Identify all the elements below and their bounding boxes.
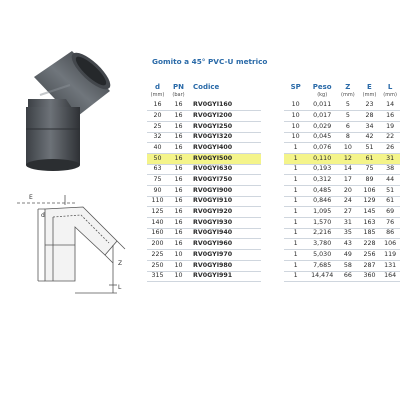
cell-sp: 1 [284, 260, 307, 271]
table-row [147, 111, 261, 122]
cell-d: 140 [147, 218, 168, 229]
header-l: L [387, 83, 393, 91]
table-row [147, 271, 261, 282]
cell-codice: RV0GYI970 [189, 250, 261, 261]
table-row [284, 207, 400, 218]
cell-sp: 10 [284, 111, 307, 122]
table-row [147, 175, 261, 186]
cell-e: 145 [359, 207, 381, 218]
cell-d: 32 [147, 132, 168, 143]
cell-l: 44 [380, 175, 400, 186]
cell-z: 17 [337, 175, 359, 186]
cell-peso: 7,685 [307, 260, 337, 271]
cell-codice: RV0GYI160 [189, 100, 261, 111]
cell-l: 106 [380, 239, 400, 250]
header-pn-unit: (bar) [172, 92, 185, 98]
table-title: Gomito a 45° PVC-U metrico [152, 57, 268, 66]
cell-codice: RV0GYI900 [189, 186, 261, 197]
cell-z: 14 [337, 164, 359, 175]
cell-l: 22 [380, 132, 400, 143]
cell-e: 163 [359, 218, 381, 229]
cell-pn: 10 [168, 260, 189, 271]
table-row [284, 164, 400, 175]
cell-d: 315 [147, 271, 168, 282]
table-row [284, 143, 400, 154]
cell-d: 25 [147, 121, 168, 132]
cell-peso: 0,029 [307, 121, 337, 132]
cell-d: 50 [147, 153, 168, 164]
header-codice: Codice [193, 83, 220, 91]
left-table-body [147, 100, 261, 282]
cell-peso: 5,030 [307, 250, 337, 261]
cell-peso: 1,095 [307, 207, 337, 218]
cell-sp: 1 [284, 218, 307, 229]
header-peso-unit: (kg) [317, 92, 328, 98]
cell-z: 10 [337, 143, 359, 154]
cell-e: 106 [359, 186, 381, 197]
header-sp: SP [290, 83, 301, 91]
cell-peso: 0,485 [307, 186, 337, 197]
drawing-label-d: d [41, 212, 45, 219]
cell-codice: RV0GYI320 [189, 132, 261, 143]
cell-peso: 0,110 [307, 153, 337, 164]
table-row [284, 271, 400, 282]
table-row [284, 218, 400, 229]
table-row [147, 100, 261, 111]
table-row [147, 196, 261, 207]
cell-e: 228 [359, 239, 381, 250]
cell-codice: RV0GYI960 [189, 239, 261, 250]
cell-z: 58 [337, 260, 359, 271]
elbow-technical-drawing [5, 185, 130, 310]
cell-pn: 16 [168, 218, 189, 229]
cell-sp: 1 [284, 143, 307, 154]
cell-l: 16 [380, 111, 400, 122]
cell-codice: RV0GYI750 [189, 175, 261, 186]
right-table-body [284, 100, 400, 282]
dimensions-table-left [147, 80, 261, 282]
cell-peso: 0,045 [307, 132, 337, 143]
table-row [284, 153, 400, 164]
cell-l: 76 [380, 218, 400, 229]
cell-e: 287 [359, 260, 381, 271]
header-z-unit: (mm) [341, 92, 355, 98]
cell-z: 12 [337, 153, 359, 164]
cell-d: 40 [147, 143, 168, 154]
cell-pn: 16 [168, 228, 189, 239]
cell-sp: 1 [284, 207, 307, 218]
header-z: Z [345, 83, 351, 91]
cell-codice: RV0GYI200 [189, 111, 261, 122]
cell-d: 110 [147, 196, 168, 207]
cell-e: 185 [359, 228, 381, 239]
cell-peso: 1,570 [307, 218, 337, 229]
cell-l: 61 [380, 196, 400, 207]
table-row [284, 239, 400, 250]
cell-d: 225 [147, 250, 168, 261]
cell-codice: RV0GYI930 [189, 218, 261, 229]
cell-d: 75 [147, 175, 168, 186]
cell-pn: 16 [168, 207, 189, 218]
cell-peso: 0,312 [307, 175, 337, 186]
cell-l: 38 [380, 164, 400, 175]
cell-codice: RV0GYI500 [189, 153, 261, 164]
cell-d: 16 [147, 100, 168, 111]
cell-pn: 16 [168, 175, 189, 186]
cell-z: 20 [337, 186, 359, 197]
table-row [284, 196, 400, 207]
header-e-unit: (mm) [362, 92, 377, 98]
table-row [284, 186, 400, 197]
table-row [147, 239, 261, 250]
table-row [147, 153, 261, 164]
cell-z: 66 [337, 271, 359, 282]
table-row [147, 164, 261, 175]
cell-peso: 2,216 [307, 228, 337, 239]
drawing-label-z: Z [118, 260, 123, 267]
table-row [147, 121, 261, 132]
cell-codice: RV0GYI250 [189, 121, 261, 132]
cell-z: 35 [337, 228, 359, 239]
cell-peso: 3,780 [307, 239, 337, 250]
cell-e: 256 [359, 250, 381, 261]
cell-codice: RV0GYI910 [189, 196, 261, 207]
table-row [284, 228, 400, 239]
cell-pn: 16 [168, 100, 189, 111]
cell-pn: 16 [168, 186, 189, 197]
drawing-label-l: L [118, 284, 122, 291]
table-row [147, 132, 261, 143]
table-row [147, 228, 261, 239]
cell-peso: 0,846 [307, 196, 337, 207]
cell-peso: 14,474 [307, 271, 337, 282]
cell-pn: 16 [168, 239, 189, 250]
cell-z: 31 [337, 218, 359, 229]
table-row [147, 250, 261, 261]
cell-d: 160 [147, 228, 168, 239]
cell-pn: 16 [168, 196, 189, 207]
cell-peso: 0,011 [307, 100, 337, 111]
cell-z: 5 [337, 100, 359, 111]
cell-sp: 1 [284, 250, 307, 261]
cell-sp: 10 [284, 132, 307, 143]
cell-sp: 10 [284, 100, 307, 111]
cell-l: 19 [380, 121, 400, 132]
cell-sp: 1 [284, 186, 307, 197]
header-d-unit: (mm) [150, 92, 165, 98]
cell-z: 5 [337, 111, 359, 122]
cell-sp: 10 [284, 121, 307, 132]
cell-e: 129 [359, 196, 381, 207]
cell-peso: 0,017 [307, 111, 337, 122]
cell-l: 31 [380, 153, 400, 164]
cell-e: 28 [359, 111, 381, 122]
cell-l: 119 [380, 250, 400, 261]
cell-codice: RV0GYI400 [189, 143, 261, 154]
cell-pn: 10 [168, 271, 189, 282]
cell-codice: RV0GYI991 [189, 271, 261, 282]
cell-d: 20 [147, 111, 168, 122]
cell-l: 69 [380, 207, 400, 218]
cell-e: 42 [359, 132, 381, 143]
cell-codice: RV0GYI920 [189, 207, 261, 218]
cell-codice: RV0GYI940 [189, 228, 261, 239]
cell-z: 6 [337, 121, 359, 132]
cell-pn: 16 [168, 153, 189, 164]
drawing-label-e: E [29, 194, 33, 201]
cell-pn: 16 [168, 111, 189, 122]
table-row [284, 111, 400, 122]
table-row [284, 121, 400, 132]
header-l-unit: (mm) [383, 92, 397, 98]
cell-peso: 0,076 [307, 143, 337, 154]
table-row [147, 260, 261, 271]
table-row [147, 207, 261, 218]
header-d: d [154, 83, 160, 91]
header-pn: PN [173, 83, 184, 91]
cell-l: 14 [380, 100, 400, 111]
cell-pn: 16 [168, 132, 189, 143]
cell-d: 125 [147, 207, 168, 218]
cell-sp: 1 [284, 164, 307, 175]
cell-pn: 16 [168, 121, 189, 132]
cell-codice: RV0GYI980 [189, 260, 261, 271]
table-row [147, 218, 261, 229]
cell-l: 26 [380, 143, 400, 154]
cell-sp: 1 [284, 175, 307, 186]
cell-e: 61 [359, 153, 381, 164]
cell-l: 51 [380, 186, 400, 197]
cell-sp: 1 [284, 196, 307, 207]
cell-pn: 16 [168, 164, 189, 175]
cell-z: 8 [337, 132, 359, 143]
table-row [147, 186, 261, 197]
cell-pn: 10 [168, 250, 189, 261]
cell-d: 90 [147, 186, 168, 197]
header-peso: Peso [312, 83, 332, 91]
elbow-product-photo [0, 45, 122, 185]
cell-e: 360 [359, 271, 381, 282]
table-row [284, 132, 400, 143]
cell-sp: 1 [284, 153, 307, 164]
table-row [284, 100, 400, 111]
cell-pn: 16 [168, 143, 189, 154]
cell-sp: 1 [284, 271, 307, 282]
cell-e: 51 [359, 143, 381, 154]
header-e: E [367, 83, 372, 91]
cell-z: 24 [337, 196, 359, 207]
table-row [284, 175, 400, 186]
cell-peso: 0,193 [307, 164, 337, 175]
table-row [284, 260, 400, 271]
cell-d: 200 [147, 239, 168, 250]
table-row [147, 143, 261, 154]
cell-sp: 1 [284, 228, 307, 239]
dimensions-table-right [284, 80, 400, 282]
cell-d: 250 [147, 260, 168, 271]
cell-z: 43 [337, 239, 359, 250]
cell-l: 131 [380, 260, 400, 271]
cell-e: 75 [359, 164, 381, 175]
cell-e: 89 [359, 175, 381, 186]
cell-sp: 1 [284, 239, 307, 250]
table-row [284, 250, 400, 261]
cell-l: 164 [380, 271, 400, 282]
cell-d: 63 [147, 164, 168, 175]
cell-e: 34 [359, 121, 381, 132]
cell-l: 86 [380, 228, 400, 239]
cell-e: 23 [359, 100, 381, 111]
cell-codice: RV0GYI630 [189, 164, 261, 175]
cell-z: 49 [337, 250, 359, 261]
cell-z: 27 [337, 207, 359, 218]
